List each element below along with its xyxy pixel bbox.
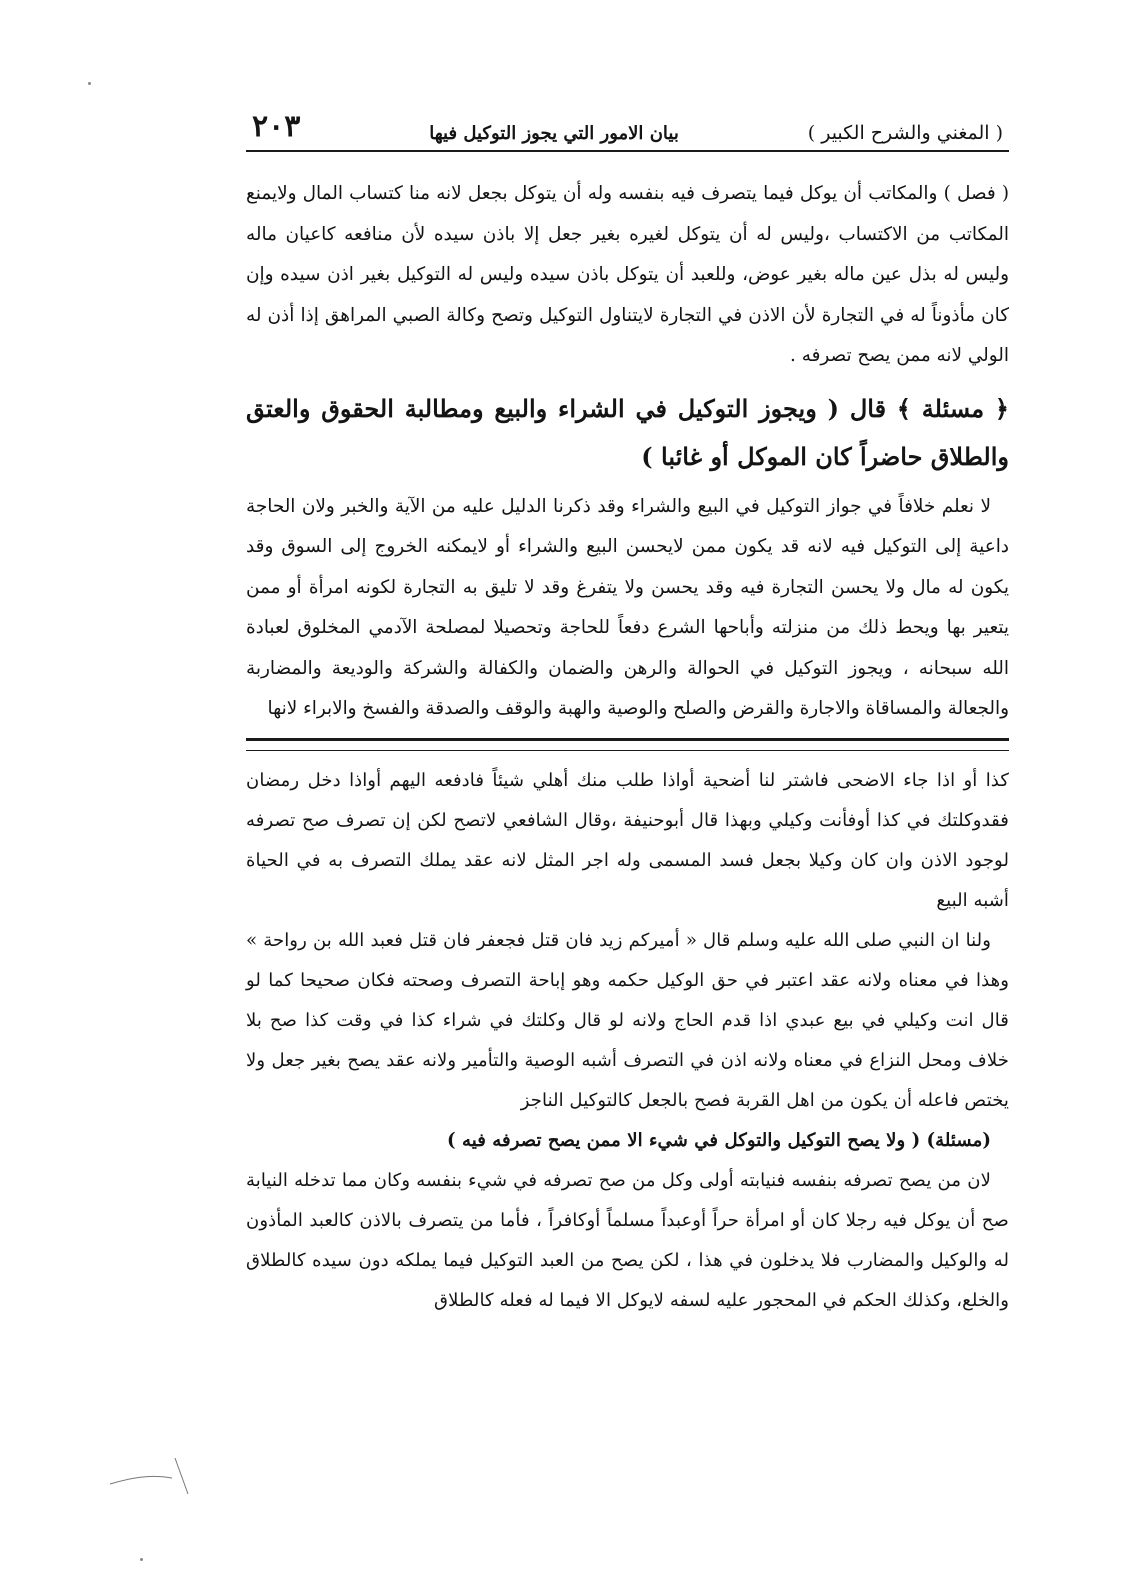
scan-speck xyxy=(140,1558,143,1561)
footnote-separator xyxy=(246,738,1009,751)
book-page xyxy=(246,108,1009,1528)
commentary-masala-heading: (مسئلة) ( ولا يصح التوكيل والتوكل في شيء الا ممن يصح تصرفه فيه ) xyxy=(447,1129,991,1151)
margin-scribble xyxy=(100,1448,200,1498)
fasl-paragraph: ( فصل ) والمكاتب أن يوكل فيما يتصرف فيه بنفسه وله أن يتوكل بجعل لانه منا كتساب المال ولايمنع المكاتب من الاكتساب ،وليس له أن يتوكل لغيره بغير جعل إلا باذن سيده لأن منافعه كاعيان ماله وليس له بذل عين ماله بغير عوض، وللعبد أن يتوكل باذن سيده وليس له التوكيل بغير اذن سيده وإن كان مأذوناً له في التجارة لأن الاذن في التجارة لايتناول التوكيل وتصح وكالة الصبي المراهق إذا أذن له الولي لانه ممن يصح تصرفه . xyxy=(246,183,1009,366)
commentary-paragraph: ولنا ان النبي صلى الله عليه وسلم قال « أميركم زيد فان قتل فجعفر فان قتل فعبد الله بن رواحة » وهذا في معناه ولانه عقد اعتبر في حق الوكيل حكمه وهو إباحة التصرف وصحته فكان صحيحا كما لو قال انت وكيلي في بيع عبدي اذا قدم الحاج ولانه لو قال وكلتك في شراء كذا في وقت كذا صح بلا خلاف ومحل النزاع في معناه ولانه اذن في التصرف أشبه الوصية والتأمير ولانه عقد يصح بغير جعل ولا يختص فاعله أن يكون من اهل القربة فصح بالجعل كالتوكيل الناجز xyxy=(246,929,1009,1111)
body-paragraph: لا نعلم خلافاً في جواز التوكيل في البيع والشراء وقد ذكرنا الدليل عليه من الآية والخبر ولان الحاجة داعية إلى التوكيل فيه لانه قد يكون ممن لايحسن البيع والشراء أو لايمكنه الخروج إلى السوق وقد يكون له مال ولا يحسن التجارة فيه وقد يحسن ولا يتفرغ وقد لا تليق به التجارة لكونه امرأة أو ممن يتعير بها ويحط ذلك من منزلته وأباحها الشرع دفعاً للحاجة وتحصيلا لمصلحة الآدمي المخلوق لعبادة الله سبحانه ، ويجوز التوكيل في الحوالة والرهن والضمان والكفالة والشركة والوديعة والمضاربة والجعالة والمساقاة والاجارة والقرض والصلح والوصية والهبة والوقف والصدقة والفسخ والابراء لانها xyxy=(246,495,1009,719)
section-title: بيان الامور التي يجوز التوكيل فيها xyxy=(429,123,679,144)
scan-speck xyxy=(88,82,91,85)
book-title: ( المغني والشرح الكبير ) xyxy=(807,122,1003,144)
masala-heading: ﴿ مسئلة ﴾ قال ( ويجوز التوكيل في الشراء والبيع ومطالبة الحقوق والعتق والطلاق حاضراً كان الموكل أو غائبا ) xyxy=(246,393,1009,471)
main-text xyxy=(246,174,1009,730)
page-number: ٢٠٣ xyxy=(252,109,301,144)
commentary-paragraph: كذا أو اذا جاء الاضحى فاشتر لنا أضحية أواذا طلب منك أهلي شيئاً فادفعه اليهم أواذا دخل رمضان فقدوكلتك في كذا أوفأنت وكيلي وبهذا قال أبوحنيفة ،وقال الشافعي لاتصح لكن إن تصرف صح تصرفه لوجود الاذن وان كان وكيلا بجعل فسد المسمى وله اجر المثل لانه عقد يملك التصرف به في الحياة أشبه البيع xyxy=(246,769,1009,911)
running-header xyxy=(246,108,1009,152)
commentary-paragraph: لان من يصح تصرفه بنفسه فنيابته أولى وكل من صح تصرفه في شيء بنفسه وكان مما تدخله النيابة صح أن يوكل فيه رجلا كان أو امرأة حراً أوعبداً مسلماً أوكافراً ، فأما من يتصرف بالاذن كالعبد المأذون له والوكيل والمضارب فلا يدخلون في هذا ، لكن يصح من العبد التوكيل فيما يملكه دون سيده كالطلاق والخلع، وكذلك الحكم في المحجور عليه لسفه لايوكل الا فيما له فعله كالطلاق xyxy=(246,1169,1009,1311)
commentary-text xyxy=(246,761,1009,1321)
